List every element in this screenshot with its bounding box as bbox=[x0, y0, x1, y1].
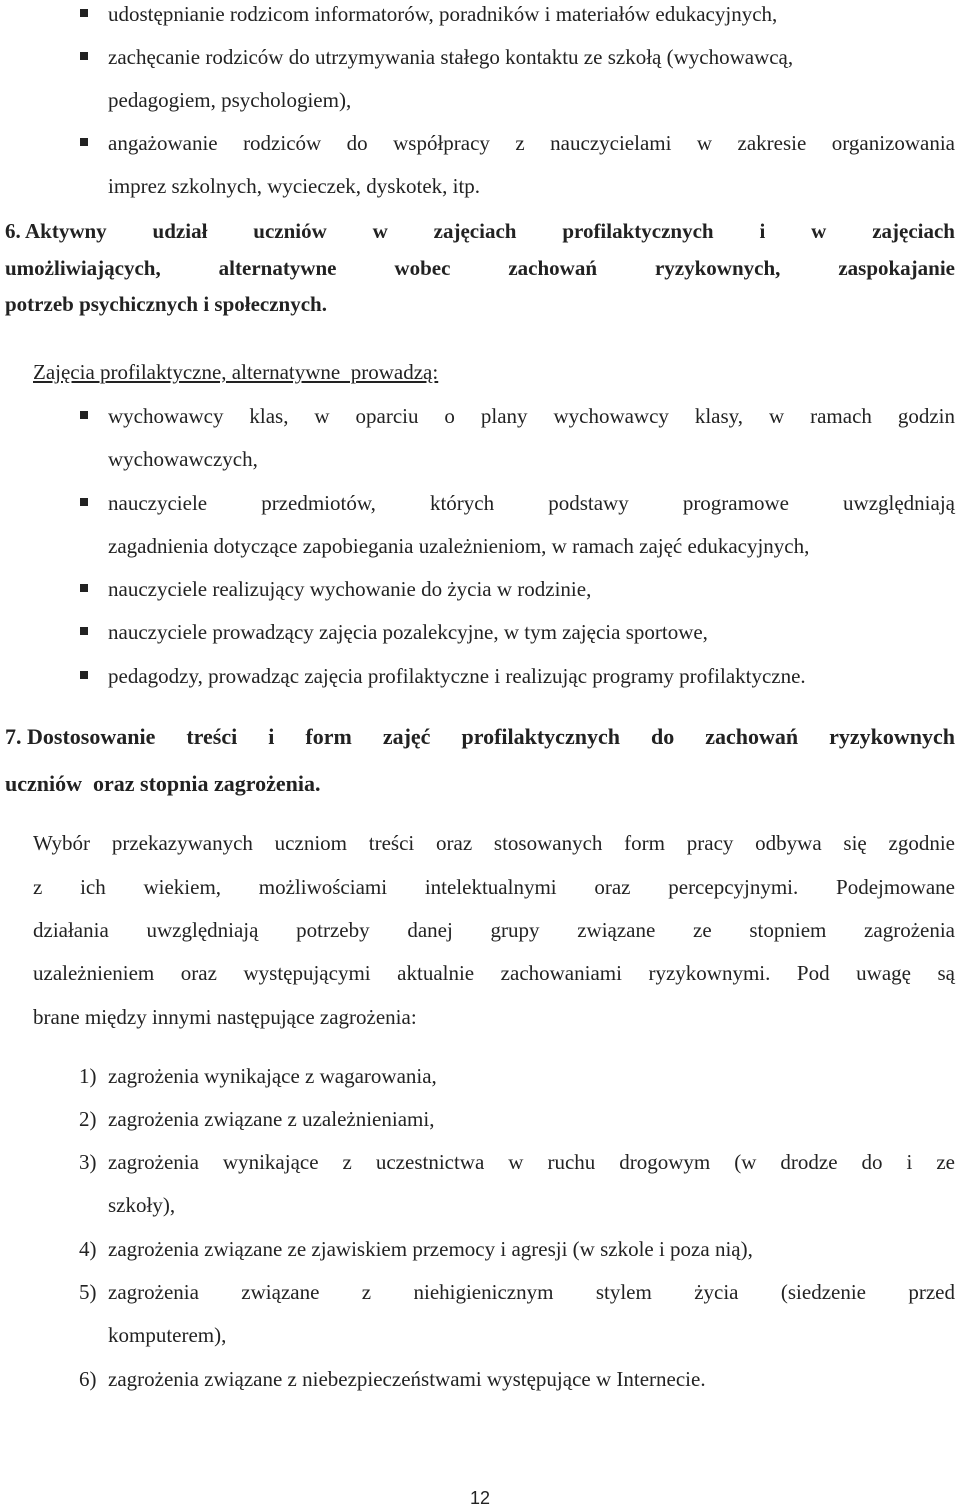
list-item: wychowawcy klas, w oparciu o plany wychowawcy klasy, w ramach godzin bbox=[108, 404, 955, 428]
paragraph-line: uzależnieniem oraz występującymi aktualnie zachowaniami ryzykownymi. Pod uwagę są bbox=[33, 961, 955, 985]
list-item: zagrożenia wynikające z uczestnictwa w ruchu drogowym (w drodze do i ze bbox=[108, 1150, 955, 1174]
list-number: 3) bbox=[79, 1150, 97, 1174]
list-item: zagrożenia związane z niebezpieczeństwami występujące w Internecie. bbox=[108, 1367, 706, 1391]
list-item: nauczyciele prowadzący zajęcia pozalekcyjne, w tym zajęcia sportowe, bbox=[108, 620, 708, 644]
heading-line: Aktywny udział uczniów w zajęciach profilaktycznych i w zajęciach bbox=[25, 219, 955, 243]
list-number: 4) bbox=[79, 1237, 97, 1261]
bullet-icon bbox=[80, 138, 88, 146]
section-number: 6. bbox=[5, 219, 21, 243]
subheading: Zajęcia profilaktyczne, alternatywne prowadzą: bbox=[33, 360, 439, 384]
bullet-icon bbox=[80, 498, 88, 506]
list-item-continuation: zagadnienia dotyczące zapobiegania uzależnieniom, w ramach zajęć edukacyjnych, bbox=[108, 534, 810, 558]
list-item: zagrożenia związane ze zjawiskiem przemocy i agresji (w szkole i poza nią), bbox=[108, 1237, 753, 1261]
paragraph-line: brane między innymi następujące zagrożenia: bbox=[33, 1005, 417, 1029]
paragraph-line: działania uwzględniają potrzeby danej grupy związane ze stopniem zagrożenia bbox=[33, 918, 955, 942]
list-item: zachęcanie rodziców do utrzymywania stałego kontaktu ze szkołą (wychowawcą, bbox=[108, 45, 794, 69]
list-item-continuation: komputerem), bbox=[108, 1323, 227, 1347]
heading-line: uczniów oraz stopnia zagrożenia. bbox=[5, 771, 321, 796]
paragraph-line: z ich wiekiem, możliwościami intelektualnymi oraz percepcyjnymi. Podejmowane bbox=[33, 875, 955, 899]
bullet-icon bbox=[80, 9, 88, 17]
bullet-icon bbox=[80, 671, 88, 679]
list-item: pedagodzy, prowadząc zajęcia profilaktyczne i realizując programy profilaktyczne. bbox=[108, 664, 806, 688]
list-item: zagrożenia wynikające z wagarowania, bbox=[108, 1064, 437, 1088]
list-item: nauczyciele przedmiotów, których podstawy programowe uwzględniają bbox=[108, 491, 955, 515]
list-item-continuation: szkoły), bbox=[108, 1193, 176, 1217]
list-item: zagrożenia związane z niehigienicznym stylem życia (siedzenie przed bbox=[108, 1280, 955, 1304]
list-number: 2) bbox=[79, 1107, 97, 1131]
list-item-continuation: wychowawczych, bbox=[108, 447, 258, 471]
list-item: nauczyciele realizujący wychowanie do życia w rodzinie, bbox=[108, 577, 592, 601]
list-number: 1) bbox=[79, 1064, 97, 1088]
list-item-continuation: pedagogiem, psychologiem), bbox=[108, 88, 352, 112]
bullet-icon bbox=[80, 584, 88, 592]
list-item: zagrożenia związane z uzależnieniami, bbox=[108, 1107, 435, 1131]
list-item: udostępnianie rodzicom informatorów, poradników i materiałów edukacyjnych, bbox=[108, 2, 778, 26]
heading-line: umożliwiających, alternatywne wobec zachowań ryzykownych, zaspokajanie bbox=[5, 256, 955, 280]
list-item-continuation: imprez szkolnych, wycieczek, dyskotek, itp. bbox=[108, 174, 481, 198]
list-number: 6) bbox=[79, 1367, 97, 1391]
list-item: angażowanie rodziców do współpracy z nauczycielami w zakresie organizowania bbox=[108, 131, 955, 155]
heading-line: potrzeb psychicznych i społecznych. bbox=[5, 292, 327, 316]
bullet-icon bbox=[80, 52, 88, 60]
list-number: 5) bbox=[79, 1280, 97, 1304]
heading-line: Dostosowanie treści i form zajęć profilaktycznych do zachowań ryzykownych bbox=[27, 724, 955, 749]
section-number: 7. bbox=[5, 724, 22, 749]
bullet-icon bbox=[80, 411, 88, 419]
bullet-icon bbox=[80, 627, 88, 635]
paragraph-line: Wybór przekazywanych uczniom treści oraz stosowanych form pracy odbywa się zgodnie bbox=[33, 831, 955, 855]
page-number: 12 bbox=[469, 1488, 491, 1508]
